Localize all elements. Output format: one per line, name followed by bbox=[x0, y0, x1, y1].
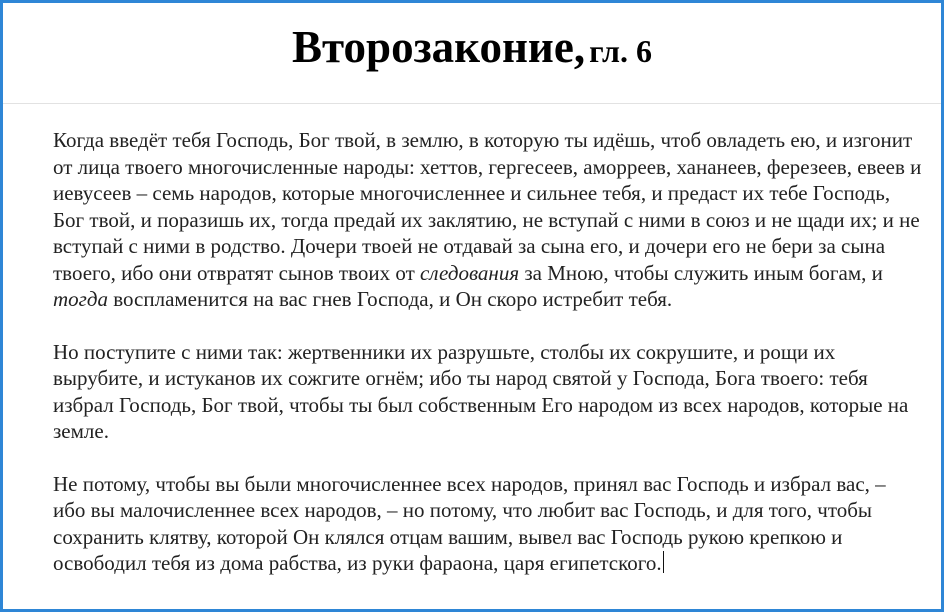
paragraph-3-text: Не потому, чтобы вы были многочисленнее всех народов, принял вас Господь и избрал вас, – ибо вы малочисленнее всех народов, – но потому, что любит вас Господь, и для того, чтобы сохранить клятву, которой Он клялся отцам вашим, вывел вас Господь рукою крепкою и освободил тебя из дома рабства, из руки фараона, царя египетского. bbox=[53, 471, 886, 575]
paragraph-1-italic-1: следования bbox=[420, 260, 520, 285]
paragraph-1-part-c: за Мною, чтобы служить иным богам, и bbox=[524, 260, 883, 285]
text-cursor bbox=[663, 551, 664, 573]
document-text-area[interactable] bbox=[53, 127, 923, 603]
paragraph-1 bbox=[53, 127, 923, 313]
document-header bbox=[3, 3, 941, 104]
title-book: Второзаконие, bbox=[292, 22, 586, 72]
paragraph-2 bbox=[53, 339, 923, 445]
page-title bbox=[3, 21, 941, 73]
title-chapter: гл. 6 bbox=[589, 33, 652, 69]
paragraph-1-part-e: воспламенится на вас гнев Господа, и Он скоро истребит тебя. bbox=[113, 287, 673, 311]
paragraph-3 bbox=[53, 471, 923, 577]
paragraph-2-text: Но поступите с ними так: жертвенники их разрушьте, столбы их сокрушите, и рощи их вырубите, и истуканов их сожгите огнём; ибо ты народ святой у Господа, Бога твоего: тебя избрал Господь, Бог твой, чтобы ты был собственным Его народом из всех народов, которые на земле. bbox=[53, 339, 909, 443]
paragraph-1-part-a: Когда введёт тебя Господь, Бог твой, в землю, в которую ты идёшь, чтоб овладеть ею, и изгонит от лица твоего многочисленные народы: хеттов, гергесеев, аморреев, хананеев, ферезеев, евеев и иевусеев – семь народов, которые многочисленнее и сильнее тебя, и предаст их тебе Господь, Бог твой, и поразишь их, тогда предай их заклятию, не вступай с ними в союз и не щади их; и не вступай с ними в родство. Дочери твоей не отдавай за сына его, и дочери его не бери за сына твоего, ибо они отвратят сынов твоих от bbox=[53, 128, 922, 285]
paragraph-1-italic-2: тогда bbox=[53, 287, 108, 311]
